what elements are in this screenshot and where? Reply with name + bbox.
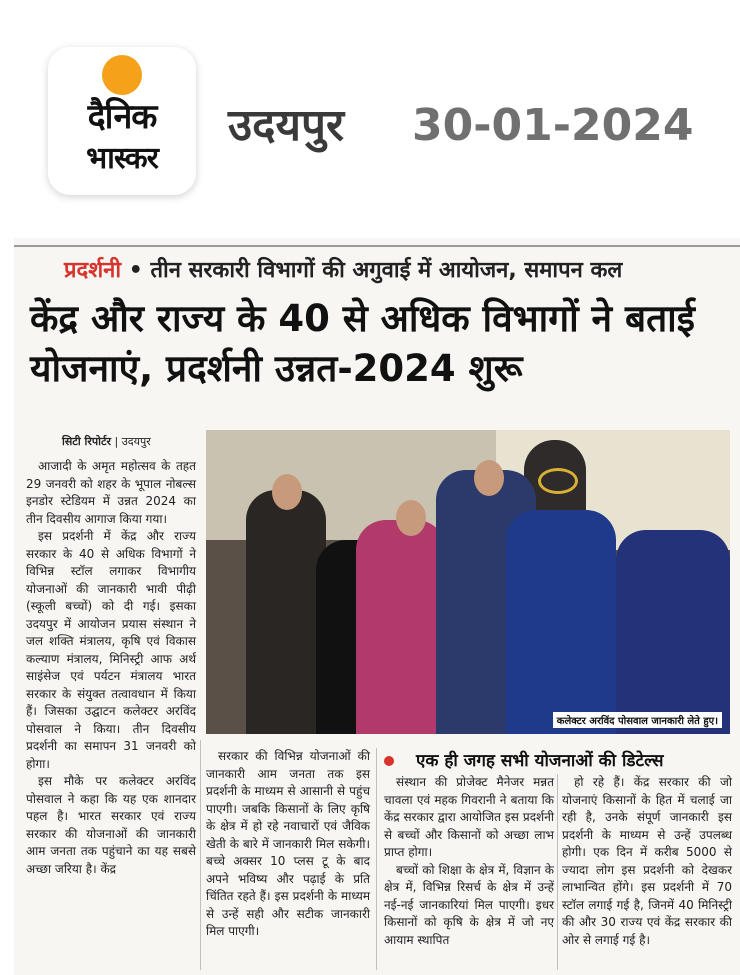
article-byline xyxy=(62,434,151,449)
paragraph: आजादी के अमृत महोत्सव के तहत 29 जनवरी को शहर के भूपाल नोबल्स इनडोर स्टेडियम में उन्नत 2024 का तीन दिवसीय आगाज किया गया। xyxy=(26,459,196,526)
top-rule xyxy=(14,245,740,247)
dainik-bhaskar-logo[interactable] xyxy=(48,47,196,195)
photo-person xyxy=(356,520,446,734)
column-divider xyxy=(376,748,377,970)
edition-date: 30-01-2024 xyxy=(412,100,694,151)
byline-place: | उदयपुर xyxy=(111,435,151,448)
paragraph: इस मौके पर कलेक्टर अरविंद पोसवाल ने कहा कि यह एक शानदार पहल है। भारत सरकार एवं राज्य सरकार की योजनाओं की जानकारी आम जनता तक पहुंचाने का यह सबसे अच्छा जरिया है। केंद्र xyxy=(26,774,196,876)
byline-reporter: सिटी रिपोर्टर xyxy=(62,435,111,448)
paragraph: इस प्रदर्शनी में केंद्र और राज्य सरकार के 40 से अधिक विभागों ने विभिन्न स्टॉल लगाकर विभागीय योजनाओं की जानकारी भावी पीढ़ी (स्कूली बच्चों) को दी गई। इसका उदयपुर में आयोजन प्रयास संस्थान ने जल शक्ति मंत्रालय, कृषि एवं विकास कल्याण मंत्रालय, मिनिस्ट्री आफ अर्थ साइंसेज एवं पर्यटन मंत्रालय भारत सरकार के संयुक्त तत्वावधान में किया हैं। जिसका उद्घाटन कलेक्टर अरविंद पोसवाल ने किया। तीन दिवसीय प्रदर्शनी का समापन 31 जनवरी को होगा। xyxy=(26,529,196,771)
logo-line-2: भास्कर xyxy=(86,141,158,176)
photo-person xyxy=(506,510,616,734)
photo-person xyxy=(246,490,326,734)
paragraph: बच्चों को शिक्षा के क्षेत्र में, विज्ञान के क्षेत्र में, विभिन्न रिसर्च के क्षेत्र में उन्हें नई-नई जानकारियां मिल पाएगी। इधर किसानों को कृषि के क्षेत्र में जो नए आयाम स्थापित xyxy=(384,862,554,947)
edition-city: उदयपुर xyxy=(228,100,344,151)
kicker-text: • तीन सरकारी विभागों की अगुवाई में आयोजन, समापन कल xyxy=(121,258,623,283)
article-category: प्रदर्शनी xyxy=(64,258,122,283)
column-divider xyxy=(557,774,558,970)
paragraph: हो रहे हैं। केंद्र सरकार की जो योजनाएं किसानों के हित में चलाई जा रही है, उनके संपूर्ण जानकारी इस प्रदर्शनी के माध्यम से उन्हें उपलब्ध होगी। एक दिन में करीब 5000 से ज्यादा लोग इस प्रदर्शनी को देखकर लाभान्वित होंगे। इस प्रदर्शनी में 70 स्टॉल लगाई गई है, जिनमें 40 मिनिस्ट्री की और 30 राज्य एवं केंद्र सरकार की ओर से लगाई गई है। xyxy=(562,775,732,947)
app-header xyxy=(0,0,740,238)
column-divider xyxy=(200,740,201,970)
logo-line-1: दैनिक xyxy=(87,97,157,137)
paragraph: संस्थान की प्रोजेक्ट मैनेजर मन्नत चावला एवं महक गिवरानी ने बताया कि केंद्र सरकार द्वारा आयोजित इस प्रदर्शनी से बच्चों और किसानों को अच्छा लाभ प्राप्त होगा। xyxy=(384,775,554,859)
photo-face xyxy=(396,500,426,536)
sun-logo-icon xyxy=(102,55,142,95)
photo-face xyxy=(272,474,302,510)
article-photo[interactable] xyxy=(206,430,730,734)
article-column-4 xyxy=(562,774,732,949)
article-kicker xyxy=(64,255,622,287)
article-subhead xyxy=(380,748,730,774)
article-headline: केंद्र और राज्य के 40 से अधिक विभागों ने बताई योजनाएं, प्रदर्शनी उन्नत-2024 शुरू xyxy=(30,297,695,390)
photo-caption: कलेक्टर अरविंद पोसवाल जानकारी लेते हुए। xyxy=(553,712,722,728)
paragraph: सरकार की विभिन्न योजनाओं की जानकारी आम जनता तक इस प्रदर्शनी के माध्यम से आसानी से पहुंच पाएगी। जबकि किसानों के लिए कृषि के क्षेत्र में हो रहे नवाचारों एवं जैविक खेती के बारे में जानकारी मिल सकेगी। बच्चे अक्सर 10 प्लस टू के बाद अपने भविष्य और पढ़ाई के प्रति चिंतित रहते हैं। इस प्रदर्शनी के माध्यम से उन्हें सही और सटीक जानकारी मिल पाएगी। xyxy=(206,749,370,938)
subhead-text: एक ही जगह सभी योजनाओं की डिटेल्स xyxy=(416,751,664,771)
article-column-1 xyxy=(26,458,196,878)
article-column-2 xyxy=(206,748,370,941)
photo-person xyxy=(616,530,730,734)
photo-face xyxy=(474,460,504,496)
article-column-3 xyxy=(384,774,554,949)
